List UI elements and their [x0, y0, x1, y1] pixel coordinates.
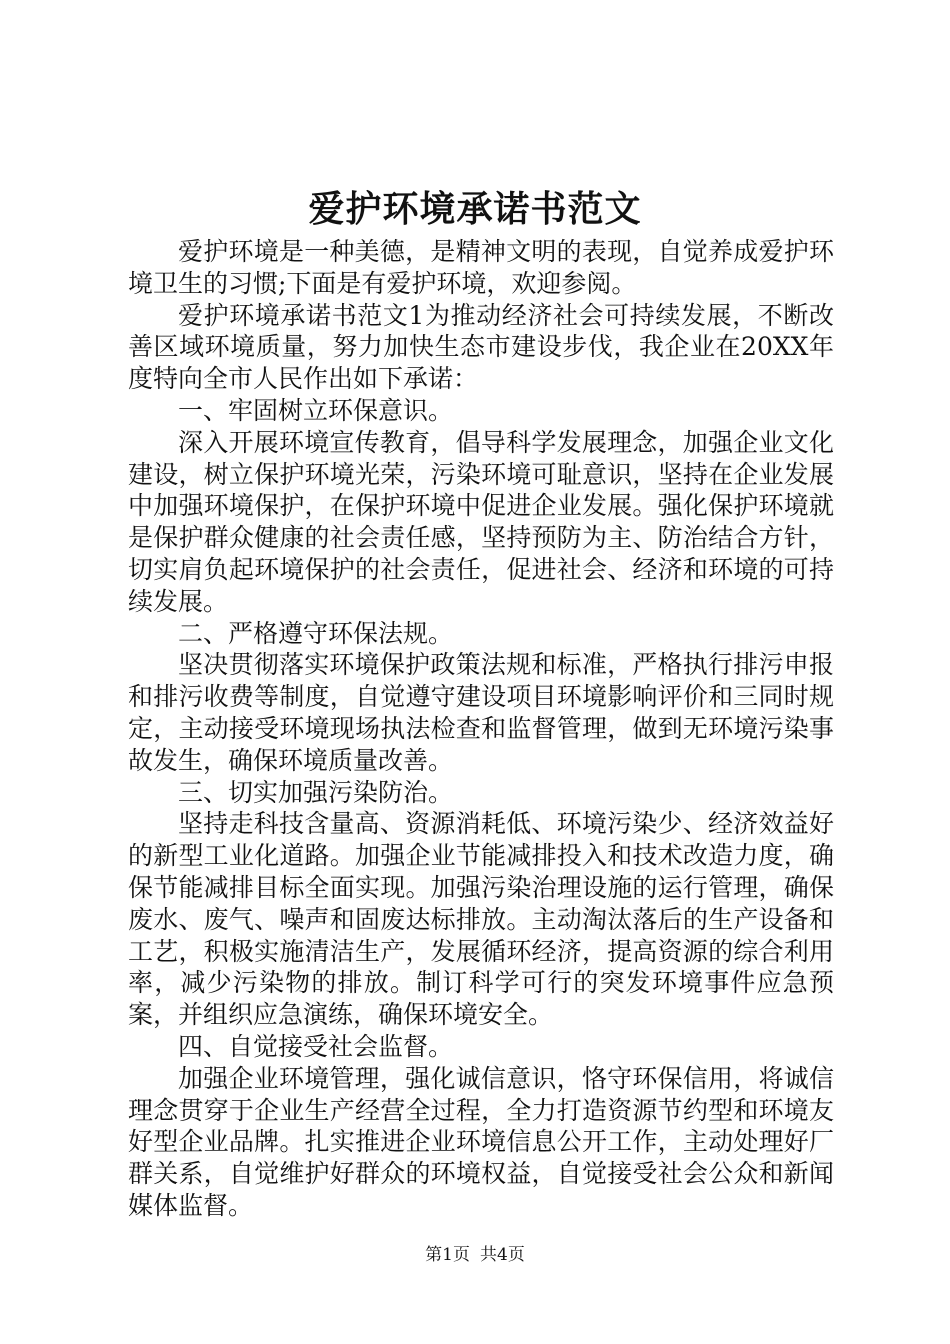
- document-body: [128, 236, 834, 1222]
- paragraph-section-1: 深入开展环境宣传教育，倡导科学发展理念，加强企业文化建设，树立保护环境光荣，污染环境可耻意识，坚持在企业发展中加强环境保护，在保护环境中促进企业发展。强化保护环境就是保护群众健康的社会责任感，坚持预防为主、防治结合方针，切实肩负起环境保护的社会责任，促进社会、经济和环境的可持续发展。: [128, 427, 834, 616]
- paragraph-intro: 爱护环境是一种美德，是精神文明的表现，自觉养成爱护环境卫生的习惯;下面是有爱护环境，欢迎参阅。: [128, 237, 834, 298]
- section-heading-2: 二、严格遵守环保法规。: [178, 618, 454, 648]
- section-heading-4: 四、自觉接受社会监督。: [178, 1031, 454, 1061]
- page-number: 第1页: [425, 1245, 470, 1265]
- page-total: 共4页: [480, 1245, 525, 1265]
- paragraph-commitment-intro: 爱护环境承诺书范文1为推动经济社会可持续发展，不断改善区域环境质量，努力加快生态市建设步伐，我企业在20XX年度特向全市人民作出如下承诺：: [128, 300, 834, 394]
- section-heading-1: 一、牢固树立环保意识。: [178, 395, 454, 425]
- paragraph-section-4: 加强企业环境管理，强化诚信意识，恪守环保信用，将诚信理念贯穿于企业生产经营全过程，全力打造资源节约型和环境友好型企业品牌。扎实推进企业环境信息公开工作，主动处理好厂群关系，自觉维护好群众的环境权益，自觉接受社会公众和新闻媒体监督。: [128, 1063, 834, 1220]
- paragraph-section-2: 坚决贯彻落实环境保护政策法规和标准，严格执行排污申报和排污收费等制度，自觉遵守建设项目环境影响评价和三同时规定，主动接受环境现场执法检查和监督管理，做到无环境污染事故发生，确保环境质量改善。: [128, 650, 834, 775]
- paragraph-section-3: 坚持走科技含量高、资源消耗低、环境污染少、经济效益好的新型工业化道路。加强企业节能减排投入和技术改造力度，确保节能减排目标全面实现。加强污染治理设施的运行管理，确保废水、废气、噪声和固废达标排放。主动淘汰落后的生产设备和工艺，积极实施清洁生产，发展循环经济，提高资源的综合利用率，减少污染物的排放。制订科学可行的突发环境事件应急预案，并组织应急演练，确保环境安全。: [128, 809, 834, 1030]
- section-heading-3: 三、切实加强污染防治。: [178, 777, 454, 807]
- page-footer: [0, 1243, 950, 1267]
- document-title: 爱护环境承诺书范文: [308, 188, 642, 230]
